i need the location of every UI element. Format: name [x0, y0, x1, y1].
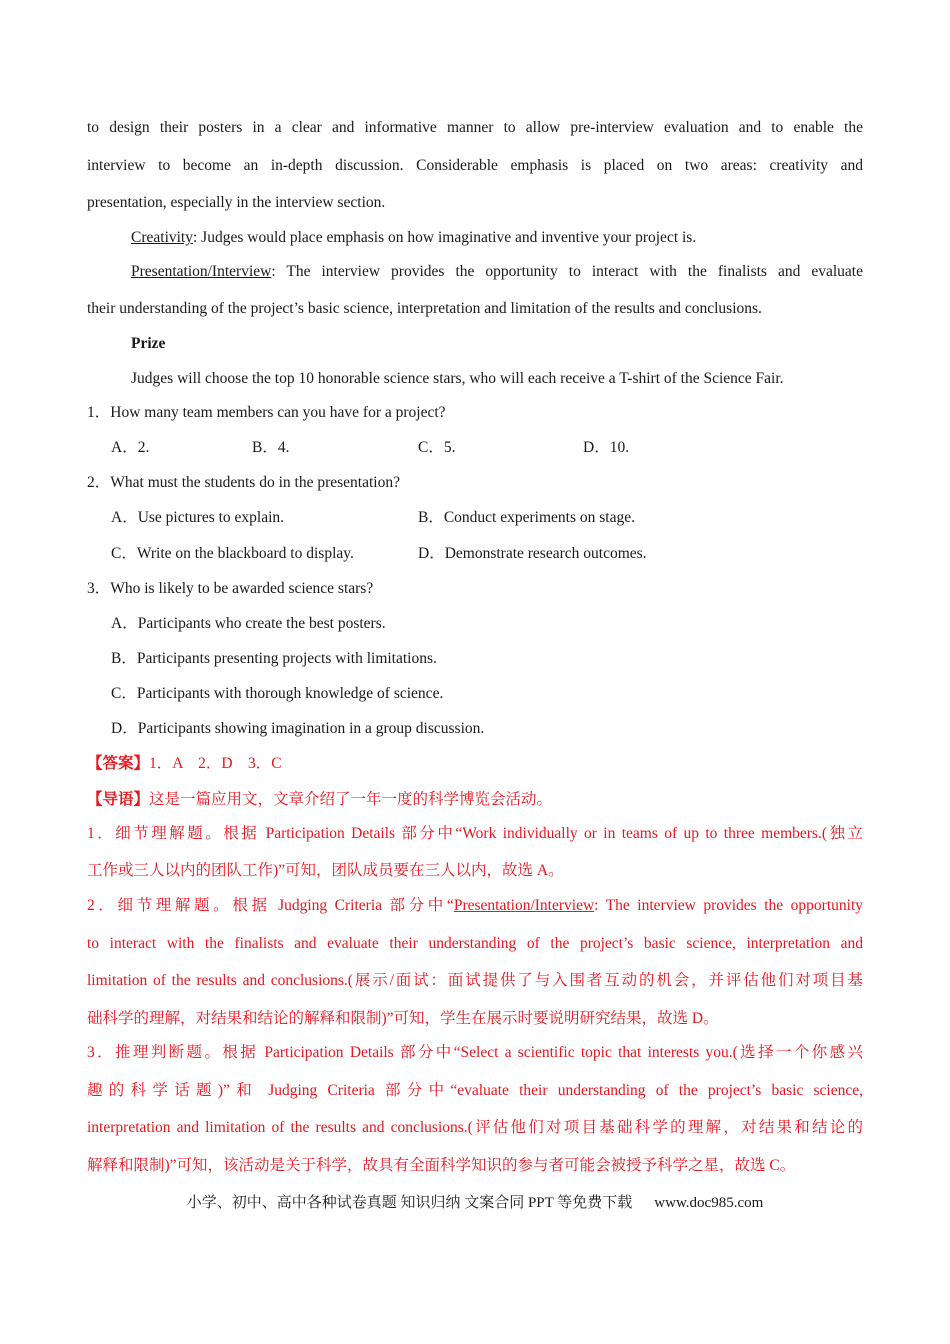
explanation-3-line-3: interpretation and limitation of the results and conclusions.(评估他们对项目基础科学的理解，对结果和结论的	[87, 1119, 863, 1136]
explanation-3-line-1: 3．推理判断题。根据 Participation Details 部分中“Select a scientific topic that interests you.(选择一个你感兴	[87, 1044, 863, 1061]
question-2-option-b: B．Conduct experiments on stage.	[418, 509, 635, 526]
question-3-option-b: B．Participants presenting projects with limitations.	[111, 650, 437, 667]
question-3-option-a: A．Participants who create the best posters.	[111, 615, 386, 632]
question-1-stem: 1．How many team members can you have for a project?	[87, 404, 446, 421]
answer-label: 【答案】	[87, 755, 150, 772]
prize-heading: Prize	[131, 335, 166, 352]
guide-text: 这是一篇应用文，文章介绍了一年一度的科学博览会活动。	[149, 791, 553, 808]
explanation-1-line-2: 工作或三人以内的团队工作)”可知，团队成员要在三人以内，故选 A。	[87, 862, 564, 879]
intro-line-3: presentation, especially in the interview section.	[87, 194, 386, 211]
question-2-stem: 2．What must the students do in the presentation?	[87, 474, 400, 491]
intro-line-1: to design their posters in a clear and informative manner to allow pre-interview evaluation and to enable the	[87, 119, 863, 136]
answer-text: 1．A 2．D 3．C	[149, 755, 282, 772]
prize-text: Judges will choose the top 10 honorable science stars, who will each receive a T-shirt of the Science Fair.	[131, 370, 784, 387]
question-2-option-c: C．Write on the blackboard to display.	[111, 545, 354, 562]
presentation-paragraph-line-1	[131, 262, 863, 282]
explanation-2-line-1	[87, 896, 863, 916]
presentation-paragraph-line-2: their understanding of the project’s basic science, interpretation and limitation of the results and conclusions.	[87, 300, 762, 317]
explanation-2-term: Presentation/Interview	[453, 897, 595, 914]
explanation-2-line-2: to interact with the finalists and evaluate their understanding of the project’s basic science, interpretation and	[87, 935, 863, 952]
creativity-term: Creativity	[131, 229, 193, 246]
explanation-2-pre: 2．细节理解题。根据 Judging Criteria 部分中“	[87, 897, 454, 914]
question-3-option-c: C．Participants with thorough knowledge of science.	[111, 685, 444, 702]
explanation-2-line-3: limitation of the results and conclusions.(展示/面试：面试提供了与入围者互动的机会，并评估他们对项目基	[87, 972, 863, 989]
question-1-option-b: B．4.	[252, 439, 290, 456]
intro-line-2: interview to become an in-depth discussion. Considerable emphasis is placed on two areas: creativity and	[87, 157, 863, 174]
answer-line	[87, 754, 863, 774]
explanation-2-post: : The interview provides the opportunity	[594, 897, 864, 914]
question-2-option-d: D．Demonstrate research outcomes.	[418, 545, 647, 562]
footer-text: 小学、初中、高中各种试卷真题 知识归纳 文案合同 PPT 等免费下载	[186, 1195, 633, 1211]
explanation-1-line-1: 1．细节理解题。根据 Participation Details 部分中“Work individually or in teams of up to three members.(独立	[87, 825, 863, 842]
guide-label: 【导语】	[87, 791, 150, 808]
presentation-term: Presentation/Interview	[131, 263, 272, 280]
explanation-3-line-4: 解释和限制)”可知，该活动是关于科学，故具有全面科学知识的参与者可能会被授予科学之星，故选 C。	[87, 1157, 796, 1174]
creativity-paragraph	[131, 228, 863, 248]
question-2-option-a: A．Use pictures to explain.	[111, 509, 285, 526]
presentation-text-1: : The interview provides the opportunity to interact with the finalists and evaluate	[271, 263, 863, 280]
question-1-option-d: D．10.	[583, 439, 630, 456]
question-1-option-a: A．2.	[111, 439, 150, 456]
explanation-2-line-4: 础科学的理解，对结果和结论的解释和限制)”可知，学生在展示时要说明研究结果，故选 D。	[87, 1010, 719, 1027]
guide-line	[87, 790, 863, 810]
page-footer	[0, 1191, 950, 1212]
footer-url[interactable]: www.doc985.com	[654, 1195, 764, 1211]
question-3-option-d: D．Participants showing imagination in a group discussion.	[111, 720, 485, 737]
creativity-text: : Judges would place emphasis on how imaginative and inventive your project is.	[193, 229, 697, 246]
question-1-option-c: C．5.	[418, 439, 456, 456]
question-3-stem: 3．Who is likely to be awarded science stars?	[87, 580, 374, 597]
explanation-3-line-2: 趣的科学话题)”和 Judging Criteria 部分中“evaluate their understanding of the project’s basic science,	[87, 1082, 863, 1099]
